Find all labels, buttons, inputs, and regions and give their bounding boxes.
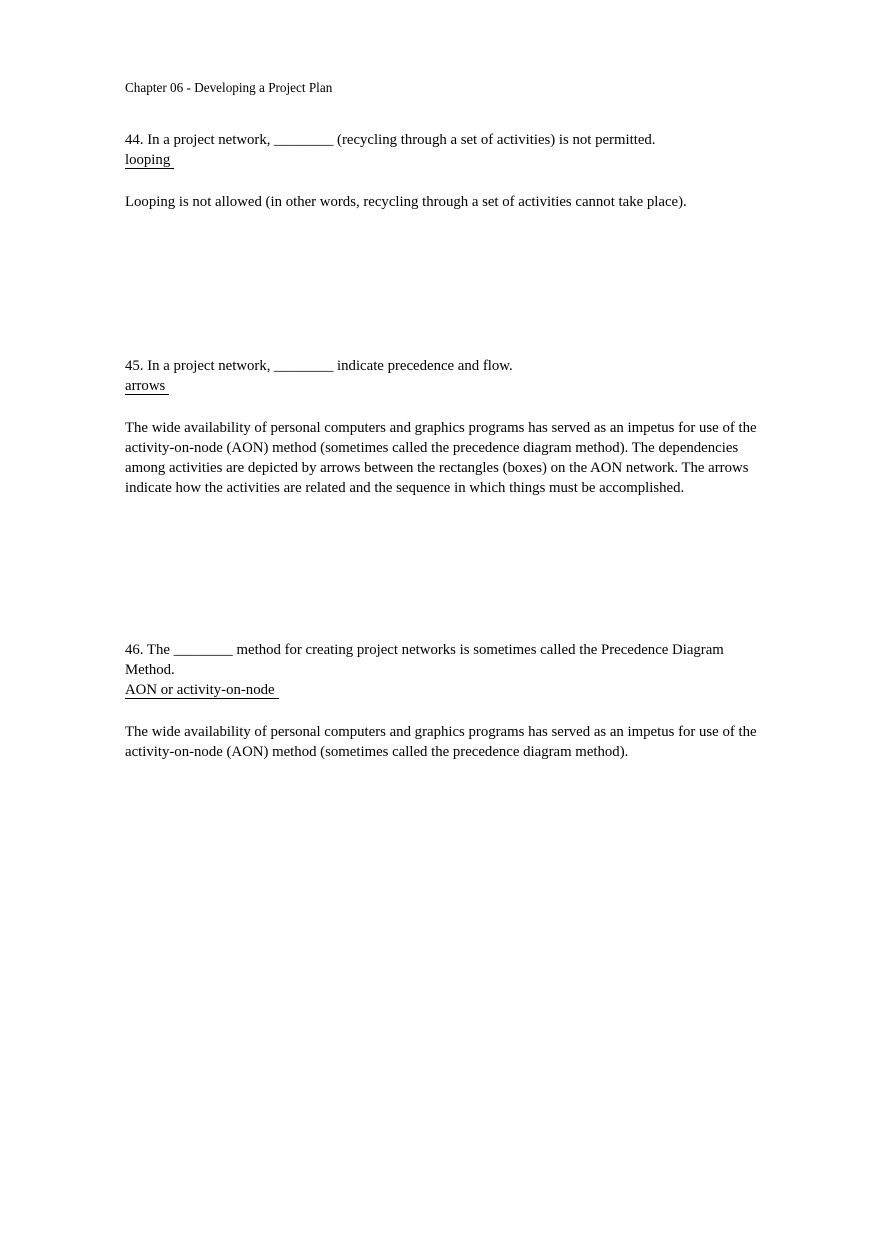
question-46-answer: AON or activity-on-node [125, 682, 279, 699]
question-44-answer-line [125, 150, 773, 170]
question-block-45 [125, 356, 773, 498]
question-block-44 [125, 130, 773, 212]
question-45-answer: arrows [125, 378, 169, 395]
question-45-answer-line [125, 376, 773, 396]
question-44-text: 44. In a project network, ________ (recycling through a set of activities) is not permitted. [125, 132, 656, 148]
chapter-header: Chapter 06 - Developing a Project Plan [125, 80, 333, 95]
question-46-explanation: The wide availability of personal computers and graphics programs has served as an impetus for use of the activity-on-node (AON) method (sometimes called the precedence diagram method). [125, 724, 757, 760]
question-45-explanation: The wide availability of personal computers and graphics programs has served as an impetus for use of the activity-on-node (AON) method (sometimes called the precedence diagram method). The dependencies among activities are depicted by arrows between the rectangles (boxes) on the AON network. The arrows indicate how the activities are related and the sequence in which things must be accomplished. [125, 420, 757, 496]
question-45-text: 45. In a project network, ________ indicate precedence and flow. [125, 358, 513, 374]
page-content [125, 80, 773, 762]
question-46-answer-line [125, 680, 773, 700]
question-46-text: 46. The ________ method for creating project networks is sometimes called the Precedence Diagram Method. [125, 642, 724, 678]
question-block-46 [125, 640, 773, 762]
question-44-explanation: Looping is not allowed (in other words, recycling through a set of activities cannot take place). [125, 194, 687, 210]
question-44-answer: looping [125, 152, 174, 169]
